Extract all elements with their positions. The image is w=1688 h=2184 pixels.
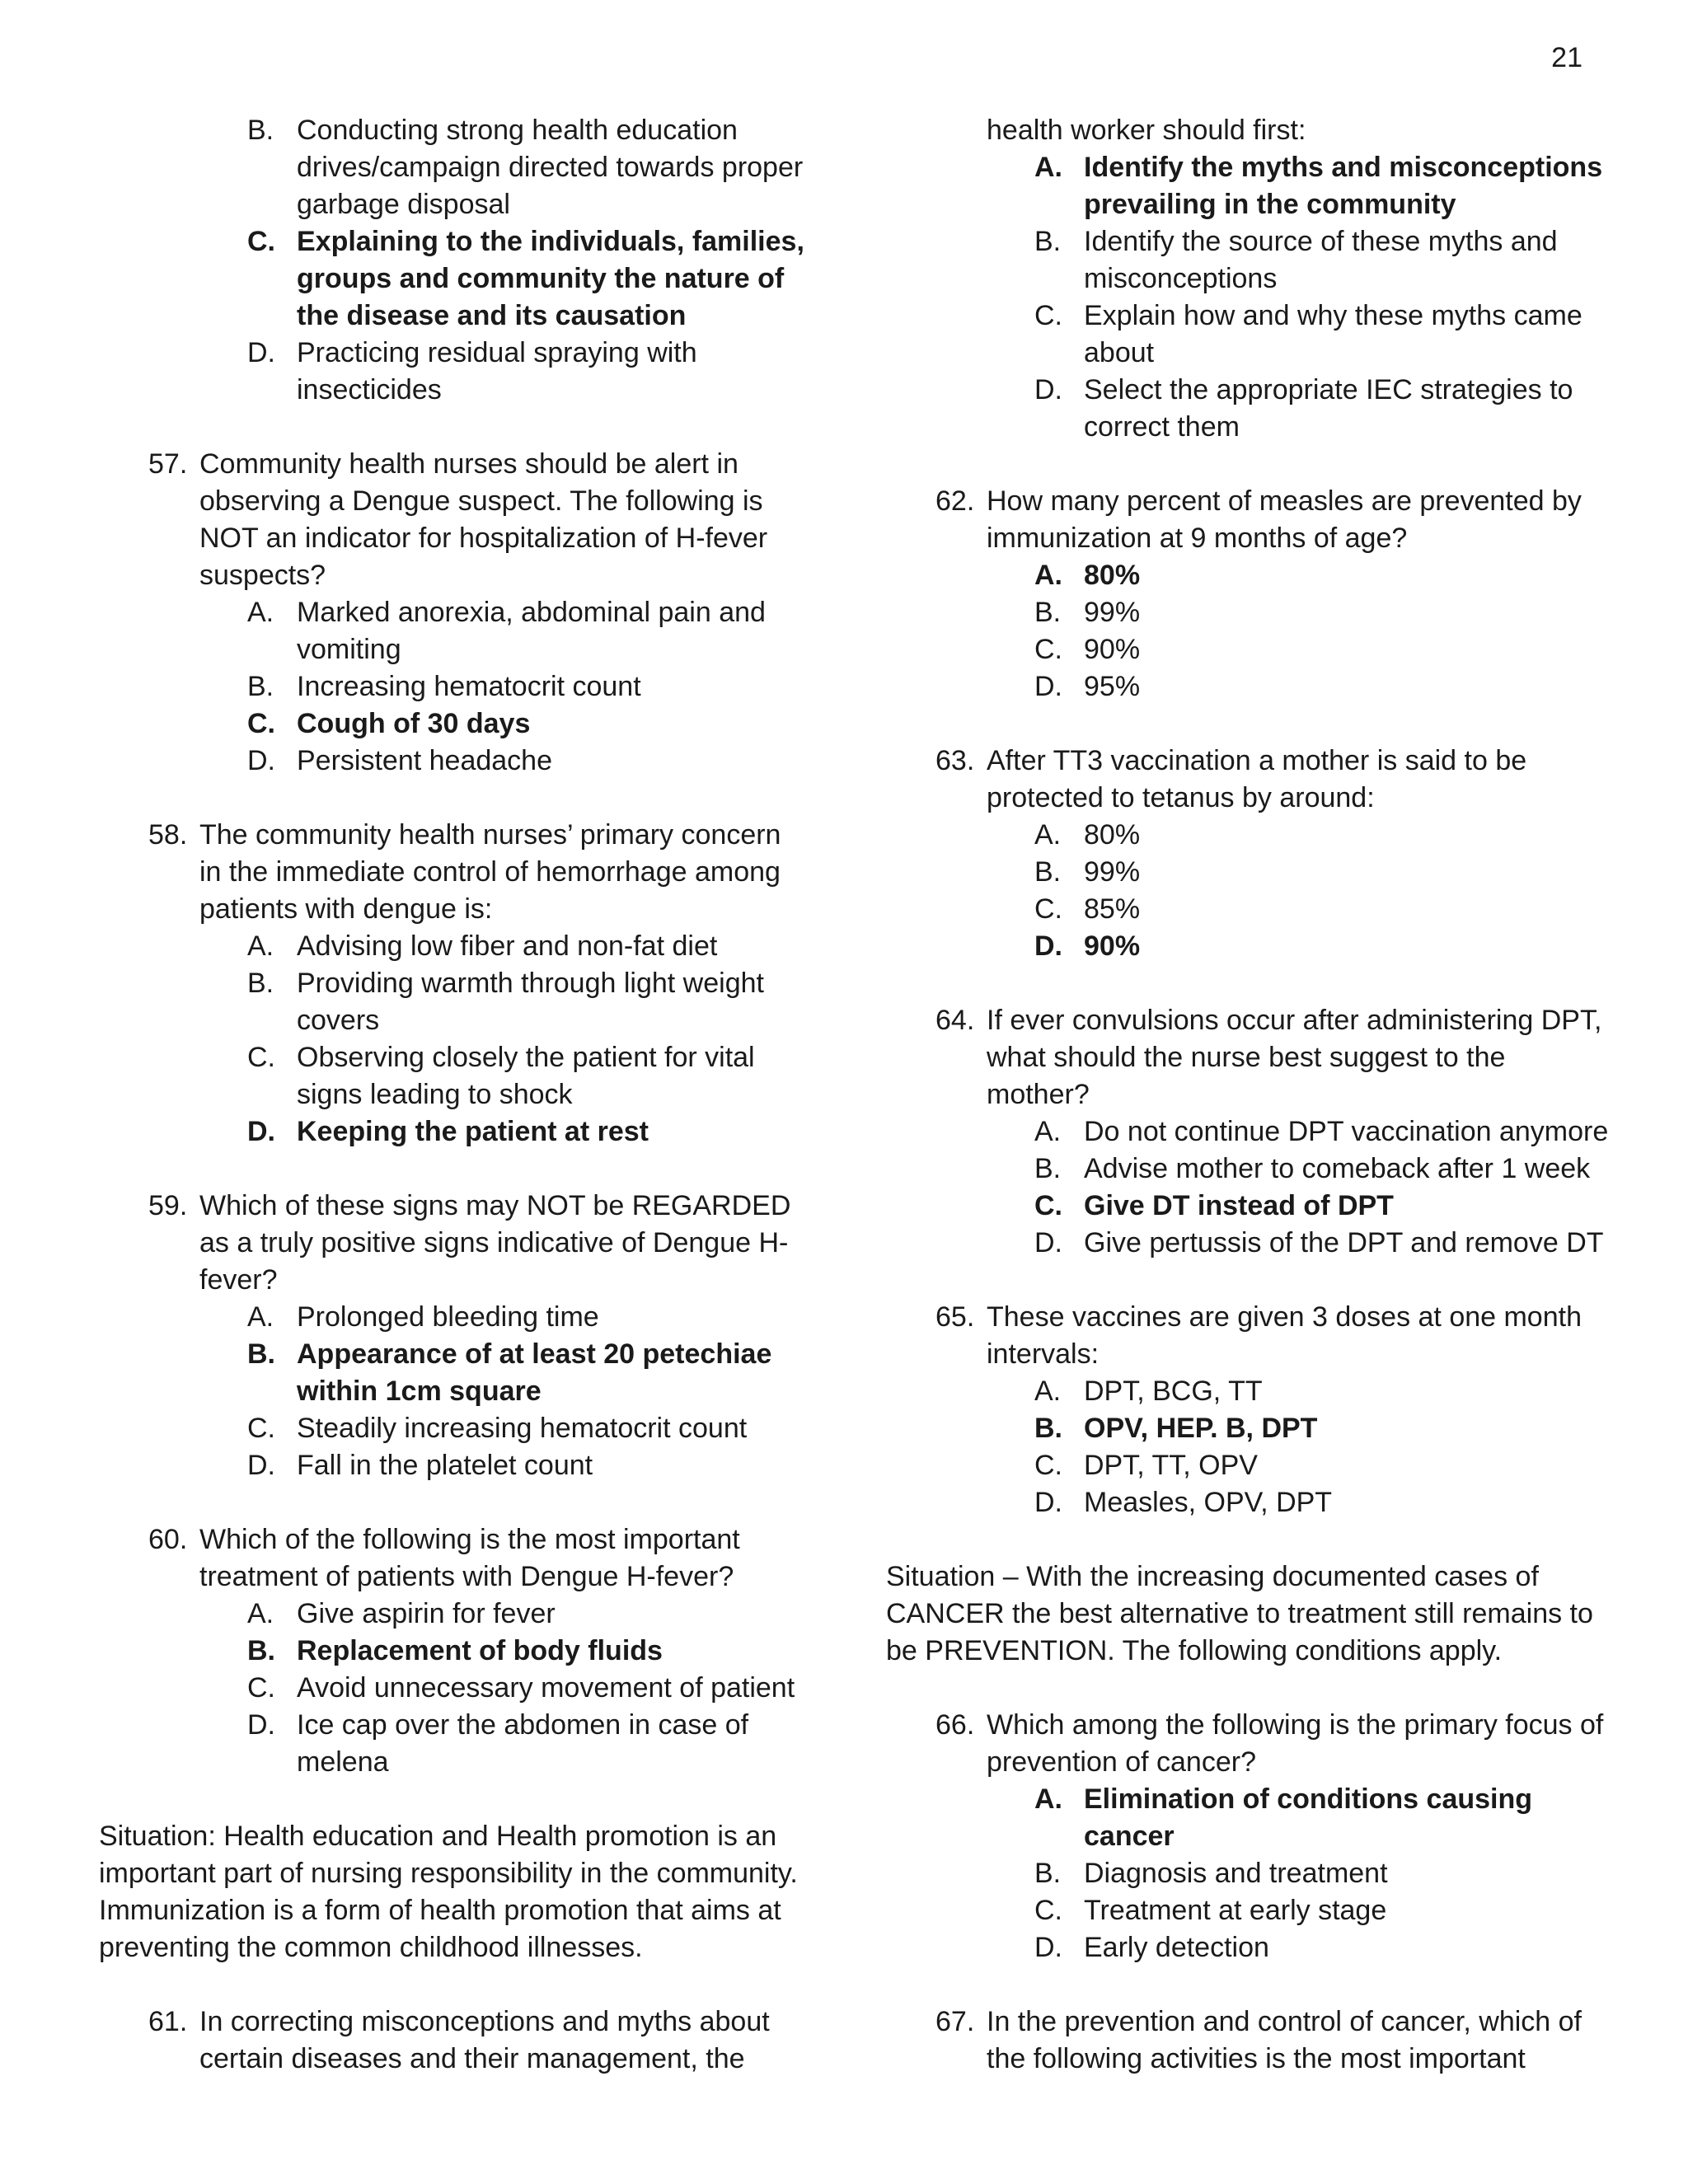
answer-option — [886, 372, 1611, 446]
option-text: Explaining to the individuals, families, groups and community the nature of the disease and its causation — [297, 226, 804, 331]
option-text: Increasing hematocrit count — [297, 671, 641, 702]
option-letter: B. — [247, 671, 274, 702]
option-letter: C. — [247, 1413, 275, 1444]
answer-option — [886, 1855, 1611, 1892]
option-text: 80% — [1084, 560, 1141, 591]
option-text: Replacement of body fluids — [297, 1635, 663, 1666]
option-text: Identify the myths and misconceptions prevailing in the community — [1084, 152, 1603, 220]
option-text: Conducting strong health education drives/campaign directed towards proper garbage disposal — [297, 115, 804, 220]
option-letter: C. — [247, 226, 275, 257]
situation-health-education: Situation: Health education and Health promotion is an important part of nursing responsibility in the community. Immunization is a form of health promotion that aims at preventing the common childhood illnesses. — [99, 1821, 798, 1963]
option-text: Ice cap over the abdomen in case of melena — [297, 1709, 749, 1778]
option-letter: B. — [1034, 1413, 1062, 1444]
q61-continuation — [886, 112, 1611, 446]
option-text: Cough of 30 days — [297, 708, 531, 739]
answer-options — [99, 1299, 808, 1484]
answer-options — [886, 149, 1611, 446]
question-number: 65. — [935, 1301, 975, 1333]
option-letter: A. — [1034, 152, 1062, 183]
question-59 — [99, 1188, 808, 1484]
option-text: 80% — [1084, 819, 1141, 851]
option-letter: C. — [1034, 893, 1062, 925]
answer-option-correct — [886, 1781, 1611, 1855]
option-letter: B. — [247, 968, 274, 999]
answer-option — [886, 817, 1611, 854]
option-text: Persistent headache — [297, 745, 552, 776]
question-text: These vaccines are given 3 doses at one month intervals: — [987, 1301, 1582, 1370]
option-text: Do not continue DPT vaccination anymore — [1084, 1116, 1609, 1147]
answer-option — [886, 1447, 1611, 1484]
option-text: 95% — [1084, 671, 1141, 702]
option-text: Marked anorexia, abdominal pain and vomiting — [297, 597, 766, 665]
answer-option — [886, 854, 1611, 891]
option-text: Prolonged bleeding time — [297, 1301, 599, 1333]
option-letter: B. — [1034, 856, 1062, 888]
answer-options — [886, 1373, 1611, 1521]
option-text: Steadily increasing hematocrit count — [297, 1413, 748, 1444]
answer-option — [886, 298, 1611, 372]
option-text: Providing warmth through light weight covers — [297, 968, 764, 1036]
question-text: If ever convulsions occur after administering DPT, what should the nurse best suggest to the mother? — [987, 1005, 1602, 1110]
answer-options — [886, 1781, 1611, 1966]
option-letter: A. — [1034, 1783, 1062, 1815]
answer-option-correct — [886, 557, 1611, 594]
option-letter: C. — [1034, 1450, 1062, 1481]
option-letter: C. — [1034, 300, 1062, 331]
option-text: Advise mother to comeback after 1 week — [1084, 1153, 1591, 1184]
answer-option — [99, 928, 808, 965]
answer-option — [886, 631, 1611, 668]
answer-option — [886, 223, 1611, 298]
option-letter: B. — [1034, 1153, 1062, 1184]
answer-options — [886, 557, 1611, 705]
option-text: Observing closely the patient for vital signs leading to shock — [297, 1042, 755, 1110]
question-text: Which of the following is the most important treatment of patients with Dengue H-fever? — [199, 1524, 740, 1592]
option-letter: D. — [1034, 671, 1062, 702]
option-text: 85% — [1084, 893, 1141, 925]
option-text: Fall in the platelet count — [297, 1450, 593, 1481]
question-number: 67. — [935, 2006, 975, 2037]
option-letter: A. — [247, 1598, 274, 1629]
answer-option-correct — [886, 1188, 1611, 1225]
option-text: Practicing residual spraying with insecticides — [297, 337, 697, 405]
option-text: 99% — [1084, 856, 1141, 888]
question-61 — [99, 2004, 808, 2078]
question-text-continued: health worker should first: — [987, 115, 1306, 146]
answer-option — [99, 1447, 808, 1484]
answer-option — [99, 1670, 808, 1707]
option-letter: A. — [247, 1301, 274, 1333]
answer-options — [886, 1113, 1611, 1262]
option-text: Give pertussis of the DPT and remove DT — [1084, 1227, 1604, 1258]
answer-option — [886, 891, 1611, 928]
question-text: Which of these signs may NOT be REGARDED as a truly positive signs indicative of Dengue H-fever? — [199, 1190, 791, 1296]
option-letter: A. — [1034, 1376, 1062, 1407]
option-letter: C. — [247, 1042, 275, 1073]
option-letter: D. — [1034, 374, 1062, 405]
option-letter: C. — [247, 708, 275, 739]
question-66 — [886, 1707, 1611, 1966]
option-letter: A. — [1034, 560, 1062, 591]
option-text: Advising low fiber and non-fat diet — [297, 930, 718, 962]
answer-option — [99, 668, 808, 705]
right-column — [886, 112, 1611, 2115]
question-64 — [886, 1002, 1611, 1262]
option-text: Select the appropriate IEC strategies to correct them — [1084, 374, 1573, 443]
option-text: Give DT instead of DPT — [1084, 1190, 1394, 1221]
answer-option-correct — [99, 1113, 808, 1151]
answer-options — [99, 594, 808, 780]
option-text: Appearance of at least 20 petechiae within 1cm square — [297, 1338, 772, 1407]
q56-continuation — [99, 112, 808, 409]
option-letter: C. — [1034, 634, 1062, 665]
option-letter: D. — [247, 1450, 275, 1481]
option-text: Early detection — [1084, 1932, 1269, 1963]
option-text: Explain how and why these myths came about — [1084, 300, 1582, 368]
option-text: 90% — [1084, 930, 1141, 962]
answer-options — [99, 1596, 808, 1781]
option-letter: D. — [247, 1709, 275, 1741]
answer-option — [886, 1373, 1611, 1410]
question-text: How many percent of measles are prevented by immunization at 9 months of age? — [987, 485, 1582, 554]
answer-option — [886, 668, 1611, 705]
option-text: Measles, OPV, DPT — [1084, 1487, 1333, 1518]
option-letter: B. — [247, 1635, 275, 1666]
answer-option — [99, 1596, 808, 1633]
answer-option — [886, 594, 1611, 631]
left-column — [99, 112, 808, 2115]
question-57 — [99, 446, 808, 780]
option-text: DPT, TT, OPV — [1084, 1450, 1258, 1481]
answer-option — [886, 1929, 1611, 1966]
answer-option-correct — [99, 223, 808, 335]
option-text: Identify the source of these myths and misconceptions — [1084, 226, 1558, 294]
question-number: 61. — [148, 2006, 188, 2037]
option-text: Avoid unnecessary movement of patient — [297, 1672, 795, 1704]
answer-option — [99, 743, 808, 780]
answer-option — [99, 112, 808, 223]
option-text: Keeping the patient at rest — [297, 1116, 649, 1147]
option-letter: A. — [247, 597, 274, 628]
option-text: Treatment at early stage — [1084, 1895, 1387, 1926]
question-number: 58. — [148, 819, 188, 851]
answer-option — [99, 1707, 808, 1781]
option-letter: B. — [1034, 1858, 1062, 1889]
answer-option — [99, 1299, 808, 1336]
question-65 — [886, 1299, 1611, 1521]
option-letter: A. — [1034, 1116, 1062, 1147]
question-58 — [99, 817, 808, 1151]
answer-option — [99, 335, 808, 409]
situation-cancer: Situation – With the increasing documented cases of CANCER the best alternative to treatment still remains to be PREVENTION. The following conditions apply. — [886, 1561, 1593, 1666]
question-text: The community health nurses’ primary concern in the immediate control of hemorrhage among patients with dengue is: — [199, 819, 781, 925]
question-text: In correcting misconceptions and myths about certain diseases and their management, the — [199, 2006, 770, 2074]
answer-option-correct — [99, 1336, 808, 1410]
option-letter: D. — [1034, 930, 1062, 962]
left-question-list — [99, 446, 808, 1781]
answer-option — [886, 1225, 1611, 1262]
option-letter: A. — [1034, 819, 1062, 851]
option-letter: D. — [247, 1116, 275, 1147]
question-text: In the prevention and control of cancer, which of the following activities is the most important — [987, 2006, 1582, 2074]
question-number: 57. — [148, 448, 188, 480]
option-letter: B. — [1034, 597, 1062, 628]
question-text: Which among the following is the primary focus of prevention of cancer? — [987, 1709, 1604, 1778]
answer-option — [99, 594, 808, 668]
answer-option — [99, 965, 808, 1039]
answer-option — [886, 1892, 1611, 1929]
answer-options — [99, 112, 808, 409]
answer-option — [99, 1039, 808, 1113]
question-number: 64. — [935, 1005, 975, 1036]
page-number: 21 — [1551, 42, 1582, 73]
option-text: OPV, HEP. B, DPT — [1084, 1413, 1318, 1444]
option-letter: C. — [1034, 1895, 1062, 1926]
question-number: 66. — [935, 1709, 975, 1741]
answer-option-correct — [886, 1410, 1611, 1447]
option-text: 90% — [1084, 634, 1141, 665]
option-letter: D. — [1034, 1227, 1062, 1258]
option-text: Give aspirin for fever — [297, 1598, 556, 1629]
option-letter: C. — [247, 1672, 275, 1704]
answer-options — [99, 928, 808, 1151]
option-letter: D. — [1034, 1932, 1062, 1963]
answer-options — [886, 817, 1611, 965]
answer-option — [99, 1410, 808, 1447]
answer-option-correct — [886, 149, 1611, 223]
answer-option-correct — [886, 928, 1611, 965]
question-63 — [886, 743, 1611, 965]
option-text: Elimination of conditions causing cancer — [1084, 1783, 1533, 1852]
option-letter: D. — [247, 745, 275, 776]
question-67 — [886, 2004, 1611, 2078]
option-letter: C. — [1034, 1190, 1062, 1221]
question-60 — [99, 1521, 808, 1781]
answer-option-correct — [99, 705, 808, 743]
question-text: Community health nurses should be alert in observing a Dengue suspect. The following is NOT an indicator for hospitalization of H-fever suspects? — [199, 448, 768, 591]
option-letter: B. — [247, 115, 274, 146]
option-letter: D. — [247, 337, 275, 368]
answer-option — [886, 1151, 1611, 1188]
answer-option — [886, 1484, 1611, 1521]
option-letter: B. — [1034, 226, 1062, 257]
option-letter: A. — [247, 930, 274, 962]
option-letter: B. — [247, 1338, 275, 1370]
right-question-list — [886, 483, 1611, 1521]
option-text: Diagnosis and treatment — [1084, 1858, 1388, 1889]
question-number: 60. — [148, 1524, 188, 1555]
answer-option — [886, 1113, 1611, 1151]
question-number: 63. — [935, 745, 975, 776]
question-text: After TT3 vaccination a mother is said to be protected to tetanus by around: — [987, 745, 1527, 813]
answer-option-correct — [99, 1633, 808, 1670]
question-number: 59. — [148, 1190, 188, 1221]
option-text: 99% — [1084, 597, 1141, 628]
question-62 — [886, 483, 1611, 705]
question-number: 62. — [935, 485, 975, 517]
option-text: DPT, BCG, TT — [1084, 1376, 1263, 1407]
option-letter: D. — [1034, 1487, 1062, 1518]
